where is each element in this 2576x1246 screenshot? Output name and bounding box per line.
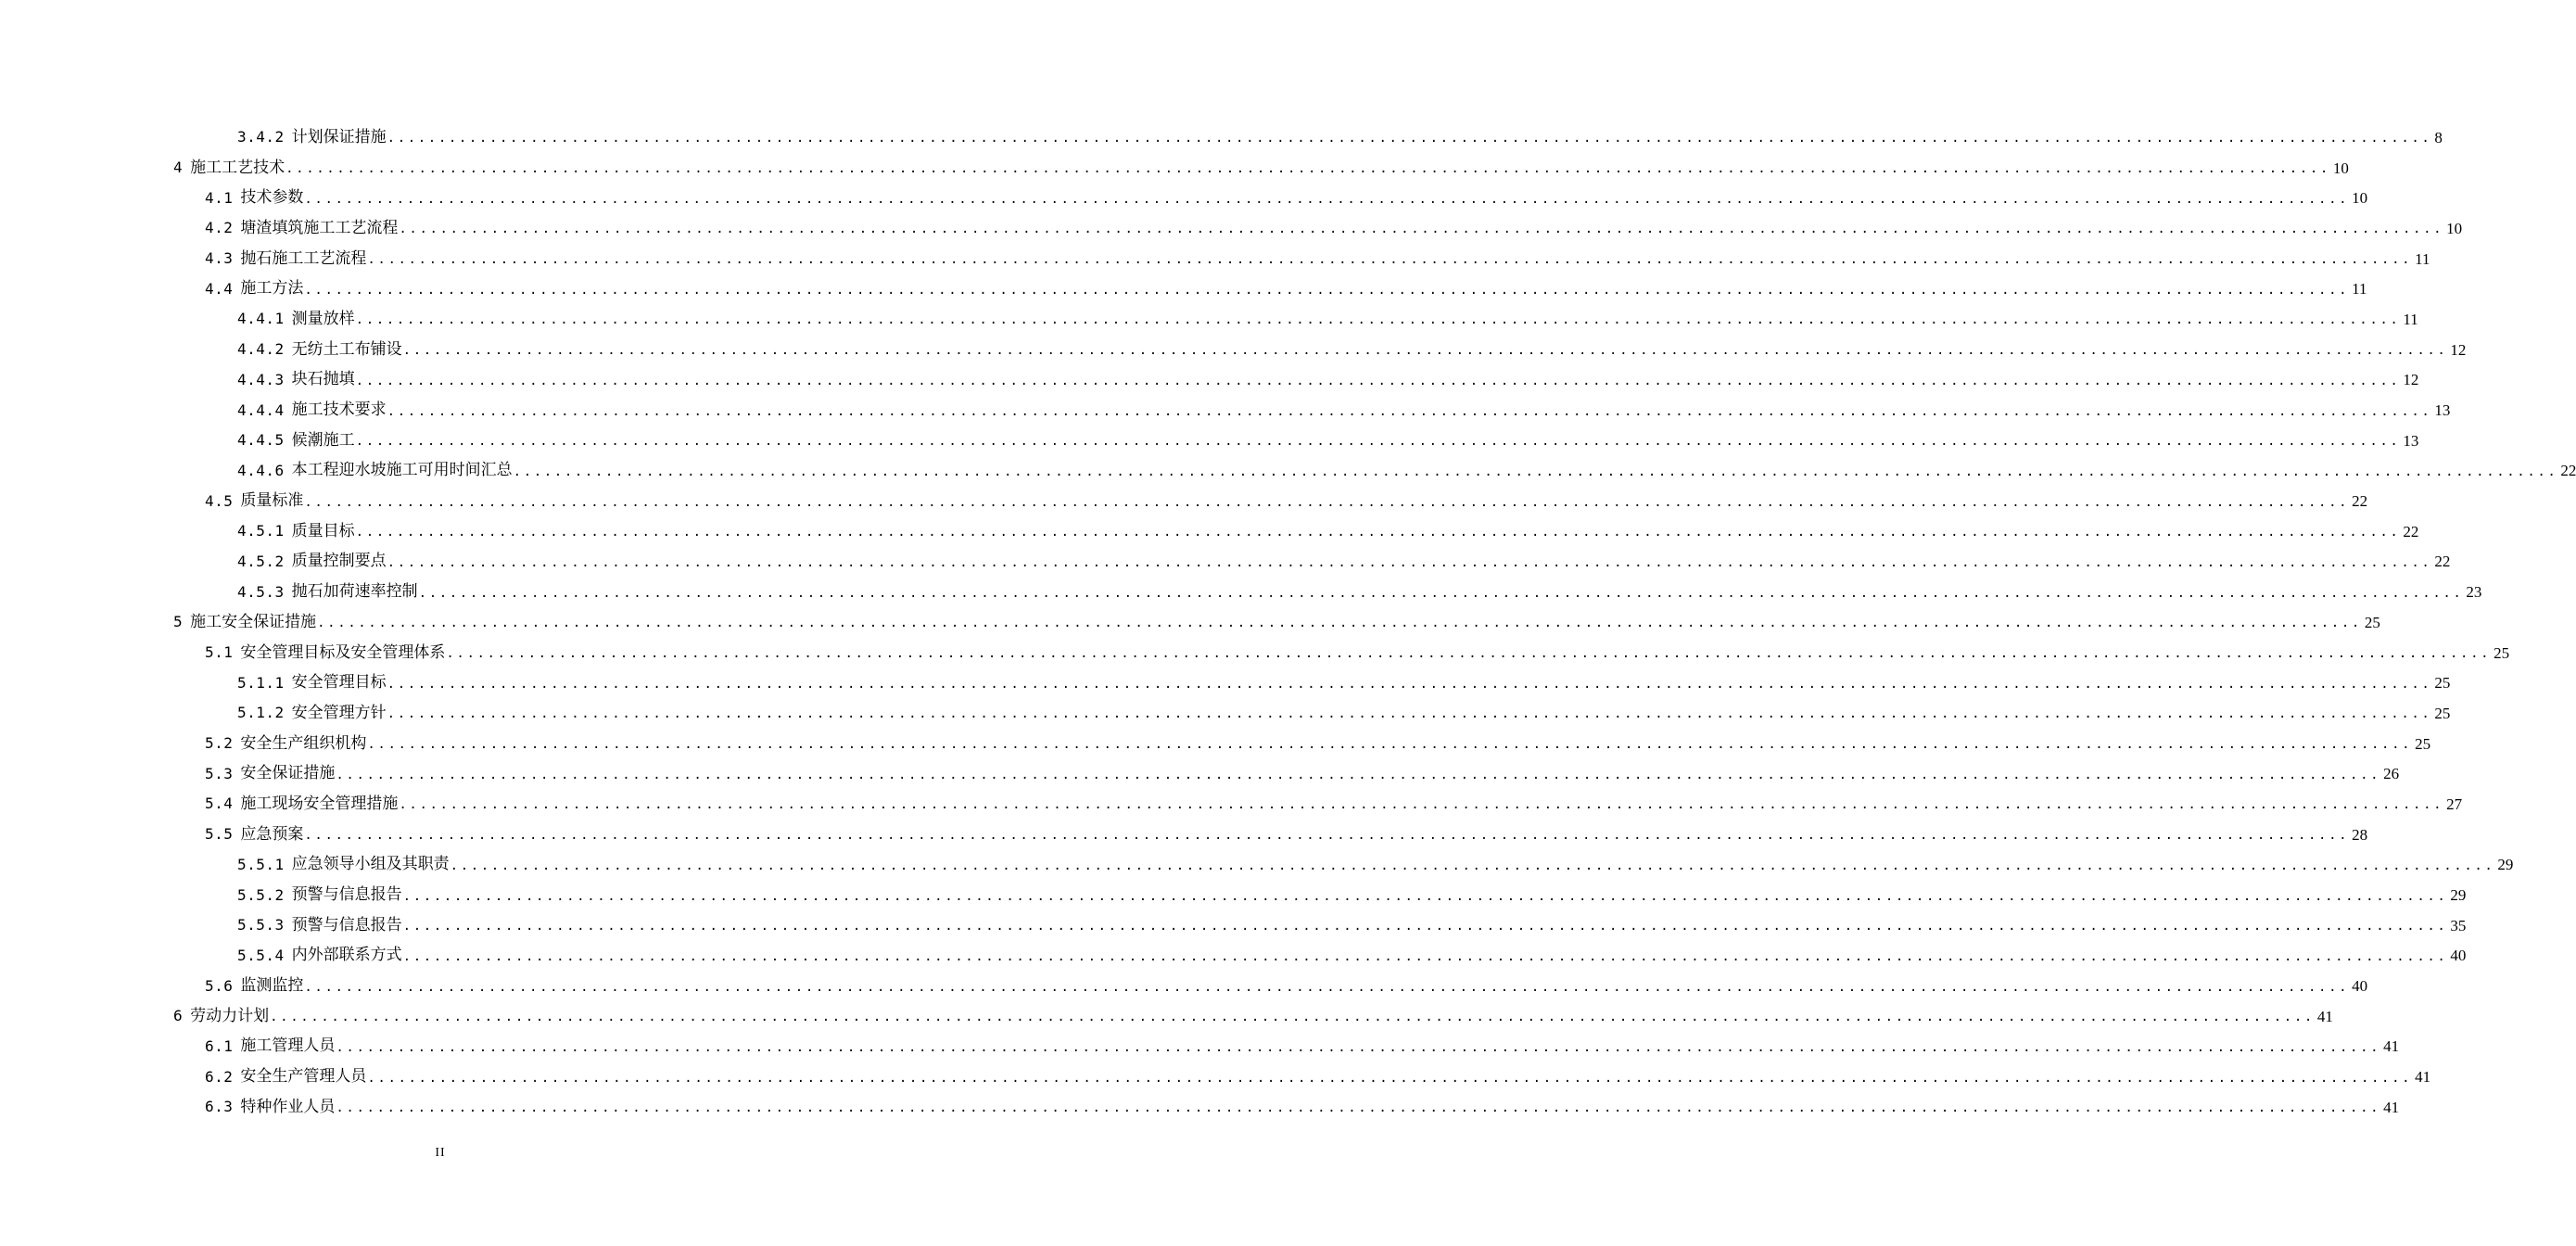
toc-entry[interactable]	[0, 638, 2510, 668]
toc-entry-title: 质量控制要点	[291, 552, 387, 571]
dot-leader: ........................................................................................................................................................................................................	[355, 312, 2401, 328]
dot-leader: ........................................................................................................................................................................................................	[355, 373, 2401, 388]
toc-entry-title: 安全保证措施	[240, 764, 336, 783]
toc-entry-title: 施工安全保证措施	[190, 612, 317, 631]
toc-entry[interactable]	[0, 456, 2576, 487]
toc-entry-page: 11	[2403, 310, 2418, 328]
toc-entry-title: 施工现场安全管理措施	[240, 794, 399, 813]
toc-entry[interactable]	[0, 698, 2451, 729]
toc-entry-title: 特种作业人员	[240, 1097, 336, 1116]
toc-entry[interactable]	[0, 1032, 2400, 1062]
dot-leader: ........................................................................................................................................................................................................	[399, 797, 2444, 813]
toc-entry-title: 施工技术要求	[291, 400, 387, 420]
toc-entry-title: 安全生产管理人员	[240, 1067, 367, 1087]
toc-entry-page: 25	[2364, 613, 2380, 631]
toc-entry[interactable]	[0, 910, 2467, 941]
toc-entry-title: 抛石加荷速率控制	[291, 582, 418, 602]
toc-entry-page: 22	[2352, 492, 2368, 511]
dot-leader: ........................................................................................................................................................................................................	[513, 464, 2558, 479]
toc-entry-title: 候潮施工	[291, 430, 355, 450]
toc-entry-number: 5.6	[205, 976, 234, 995]
toc-entry-page: 41	[2415, 1068, 2431, 1087]
dot-leader: ........................................................................................................................................................................................................	[336, 1100, 2381, 1116]
toc-entry-page: 11	[2415, 249, 2430, 268]
toc-entry-title: 测量放样	[291, 309, 355, 328]
toc-entry-number: 4.2	[205, 219, 234, 237]
toc-entry-page: 26	[2383, 765, 2400, 783]
toc-entry-page: 23	[2466, 583, 2482, 602]
table-of-contents	[0, 122, 2576, 1123]
toc-entry-page: 40	[2352, 977, 2368, 996]
toc-entry-page: 28	[2352, 825, 2368, 844]
dot-leader: ........................................................................................................................................................................................................	[387, 554, 2432, 570]
toc-entry-page: 35	[2450, 916, 2467, 934]
toc-entry[interactable]	[0, 395, 2451, 426]
toc-entry-number: 5.4	[205, 795, 234, 813]
dot-leader: ........................................................................................................................................................................................................	[336, 1039, 2381, 1055]
dot-leader: ........................................................................................................................................................................................................	[402, 948, 2448, 964]
toc-entry[interactable]	[0, 758, 2400, 789]
toc-entry[interactable]	[0, 213, 2463, 244]
toc-entry-title: 内外部联系方式	[291, 946, 402, 965]
toc-entry[interactable]	[0, 183, 2368, 213]
toc-entry-page: 25	[2434, 704, 2451, 722]
toc-entry-title: 安全管理方针	[291, 703, 387, 722]
toc-entry-title: 抛石施工工艺流程	[240, 248, 367, 268]
toc-entry-page: 25	[2415, 734, 2431, 753]
toc-entry[interactable]	[0, 304, 2418, 335]
page-number: II	[435, 1146, 446, 1160]
toc-entry[interactable]	[0, 941, 2467, 972]
toc-entry-number: 6.2	[205, 1067, 234, 1086]
toc-entry-title: 施工管理人员	[240, 1036, 336, 1056]
dot-leader: ........................................................................................................................................................................................................	[304, 494, 2350, 510]
toc-entry-number: 5.1	[205, 643, 234, 662]
toc-entry-title: 劳动力计划	[190, 1006, 270, 1025]
toc-entry-title: 计划保证措施	[291, 127, 387, 146]
toc-entry[interactable]	[0, 1062, 2431, 1092]
toc-entry-title: 安全管理目标	[291, 673, 387, 693]
toc-entry-page: 10	[2446, 219, 2463, 237]
toc-entry-page: 41	[2383, 1098, 2400, 1116]
toc-entry[interactable]	[0, 153, 2349, 184]
toc-entry-number: 5	[173, 613, 184, 631]
toc-entry-title: 塘渣填筑施工工艺流程	[240, 218, 399, 237]
toc-entry-title: 应急领导小组及其职责	[291, 855, 450, 874]
dot-leader: ........................................................................................................................................................................................................	[270, 1010, 2315, 1025]
dot-leader: ........................................................................................................................................................................................................	[304, 979, 2350, 995]
dot-leader: ........................................................................................................................................................................................................	[367, 737, 2413, 753]
toc-entry-page: 22	[2560, 462, 2576, 480]
toc-entry-page: 25	[2494, 643, 2510, 662]
toc-entry-page: 25	[2434, 674, 2451, 693]
toc-entry-title: 预警与信息报告	[291, 885, 402, 905]
toc-entry-page: 40	[2450, 947, 2467, 965]
toc-entry[interactable]	[0, 122, 2443, 153]
toc-entry[interactable]	[0, 850, 2514, 881]
dot-leader: ........................................................................................................................................................................................................	[304, 282, 2350, 298]
toc-entry-title: 本工程迎水坡施工可用时间汇总	[291, 461, 513, 480]
dot-leader: ........................................................................................................................................................................................................	[418, 585, 2464, 601]
toc-entry-number: 4.4.1	[237, 310, 285, 328]
toc-entry[interactable]	[0, 547, 2451, 578]
toc-entry-title: 预警与信息报告	[291, 915, 402, 934]
toc-entry-number: 5.5.1	[237, 855, 285, 873]
toc-entry-page: 41	[2383, 1037, 2400, 1056]
dot-leader: ........................................................................................................................................................................................................	[399, 222, 2444, 237]
toc-entry[interactable]	[0, 880, 2467, 910]
toc-entry-page: 11	[2352, 280, 2367, 299]
toc-entry[interactable]	[0, 273, 2367, 304]
toc-entry-number: 4.5.2	[237, 552, 285, 570]
toc-entry[interactable]	[0, 577, 2482, 607]
toc-entry-title: 技术参数	[240, 188, 304, 208]
dot-leader: ........................................................................................................................................................................................................	[387, 403, 2432, 419]
toc-entry-number: 5.1.2	[237, 704, 285, 722]
toc-entry-page: 29	[2497, 856, 2514, 874]
toc-entry-number: 5.3	[205, 764, 234, 782]
toc-entry[interactable]	[0, 426, 2419, 456]
dot-leader: ........................................................................................................................................................................................................	[286, 161, 2330, 177]
toc-entry-number: 4.5.1	[237, 522, 285, 540]
toc-entry-number: 6	[173, 1007, 184, 1025]
dot-leader: ........................................................................................................................................................................................................	[387, 706, 2432, 722]
toc-entry-number: 4.4	[205, 279, 234, 298]
toc-entry-number: 4.4.2	[237, 340, 285, 359]
toc-entry[interactable]	[0, 1001, 2333, 1032]
toc-entry-number: 4.5.3	[237, 582, 285, 601]
toc-entry-title: 块石抛填	[291, 370, 355, 389]
toc-entry-page: 10	[2332, 159, 2349, 177]
toc-entry-number: 4	[173, 159, 184, 177]
toc-entry-number: 5.5	[205, 825, 234, 844]
toc-entry-title: 施工工艺技术	[190, 158, 286, 177]
toc-entry-number: 5.2	[205, 734, 234, 753]
toc-entry-page: 12	[2450, 340, 2467, 359]
toc-entry-page: 41	[2316, 1007, 2333, 1025]
toc-entry-number: 4.4.3	[237, 370, 285, 388]
toc-entry-page: 13	[2434, 401, 2451, 420]
dot-leader: ........................................................................................................................................................................................................	[355, 434, 2401, 450]
dot-leader: ........................................................................................................................................................................................................	[402, 343, 2448, 359]
toc-entry-number: 3.4.2	[237, 128, 285, 146]
toc-entry[interactable]	[0, 820, 2368, 850]
toc-entry[interactable]	[0, 607, 2380, 638]
toc-entry-page: 22	[2434, 553, 2451, 571]
toc-entry-title: 质量标准	[240, 491, 304, 511]
toc-entry-page: 22	[2403, 522, 2419, 540]
toc-entry-number: 5.5.3	[237, 916, 285, 934]
toc-entry-number: 4.4.5	[237, 431, 285, 450]
toc-entry-number: 6.1	[205, 1036, 234, 1055]
toc-entry[interactable]	[0, 971, 2368, 1001]
dot-leader: ........................................................................................................................................................................................................	[367, 1070, 2413, 1086]
toc-entry-number: 6.3	[205, 1098, 234, 1116]
dot-leader: ........................................................................................................................................................................................................	[336, 767, 2381, 782]
toc-entry-number: 4.4.4	[237, 400, 285, 419]
dot-leader: ........................................................................................................................................................................................................	[304, 191, 2350, 207]
dot-leader: ........................................................................................................................................................................................................	[387, 131, 2432, 146]
toc-entry-title: 质量目标	[291, 521, 355, 540]
toc-entry-title: 应急预案	[240, 824, 304, 844]
toc-entry-number: 4.4.6	[237, 461, 285, 479]
toc-entry[interactable]	[0, 486, 2368, 516]
dot-leader: ........................................................................................................................................................................................................	[367, 252, 2413, 268]
dot-leader: ........................................................................................................................................................................................................	[317, 616, 2362, 631]
toc-entry[interactable]	[0, 668, 2451, 698]
toc-entry-title: 监测监控	[240, 976, 304, 996]
toc-entry-page: 29	[2450, 886, 2467, 905]
toc-entry-number: 5.5.4	[237, 946, 285, 964]
dot-leader: ........................................................................................................................................................................................................	[446, 646, 2492, 662]
toc-entry[interactable]	[0, 1092, 2400, 1123]
toc-entry-title: 安全生产组织机构	[240, 733, 367, 753]
toc-entry-page: 12	[2403, 371, 2419, 389]
toc-entry-page: 8	[2434, 128, 2443, 146]
toc-entry-page: 27	[2446, 795, 2463, 813]
toc-entry-number: 5.5.2	[237, 885, 285, 904]
toc-entry-title: 无纺土工布铺设	[291, 339, 402, 359]
toc-entry-number: 4.3	[205, 249, 234, 268]
dot-leader: ........................................................................................................................................................................................................	[387, 676, 2432, 692]
toc-entry-title: 施工方法	[240, 279, 304, 299]
toc-entry[interactable]	[0, 789, 2463, 820]
dot-leader: ........................................................................................................................................................................................................	[450, 858, 2495, 873]
toc-entry[interactable]	[0, 244, 2430, 274]
toc-entry[interactable]	[0, 335, 2467, 365]
toc-entry[interactable]	[0, 516, 2419, 547]
dot-leader: ........................................................................................................................................................................................................	[402, 919, 2448, 934]
toc-entry-number: 4.5	[205, 491, 234, 510]
toc-entry-title: 安全管理目标及安全管理体系	[240, 642, 446, 662]
toc-entry-number: 4.1	[205, 188, 234, 207]
toc-entry[interactable]	[0, 729, 2431, 759]
toc-entry-page: 13	[2403, 431, 2419, 450]
toc-entry-number: 5.1.1	[237, 673, 285, 692]
dot-leader: ........................................................................................................................................................................................................	[304, 828, 2350, 844]
dot-leader: ........................................................................................................................................................................................................	[402, 888, 2448, 904]
toc-entry-page: 10	[2352, 189, 2368, 208]
dot-leader: ........................................................................................................................................................................................................	[355, 525, 2401, 540]
toc-entry[interactable]	[0, 365, 2419, 396]
